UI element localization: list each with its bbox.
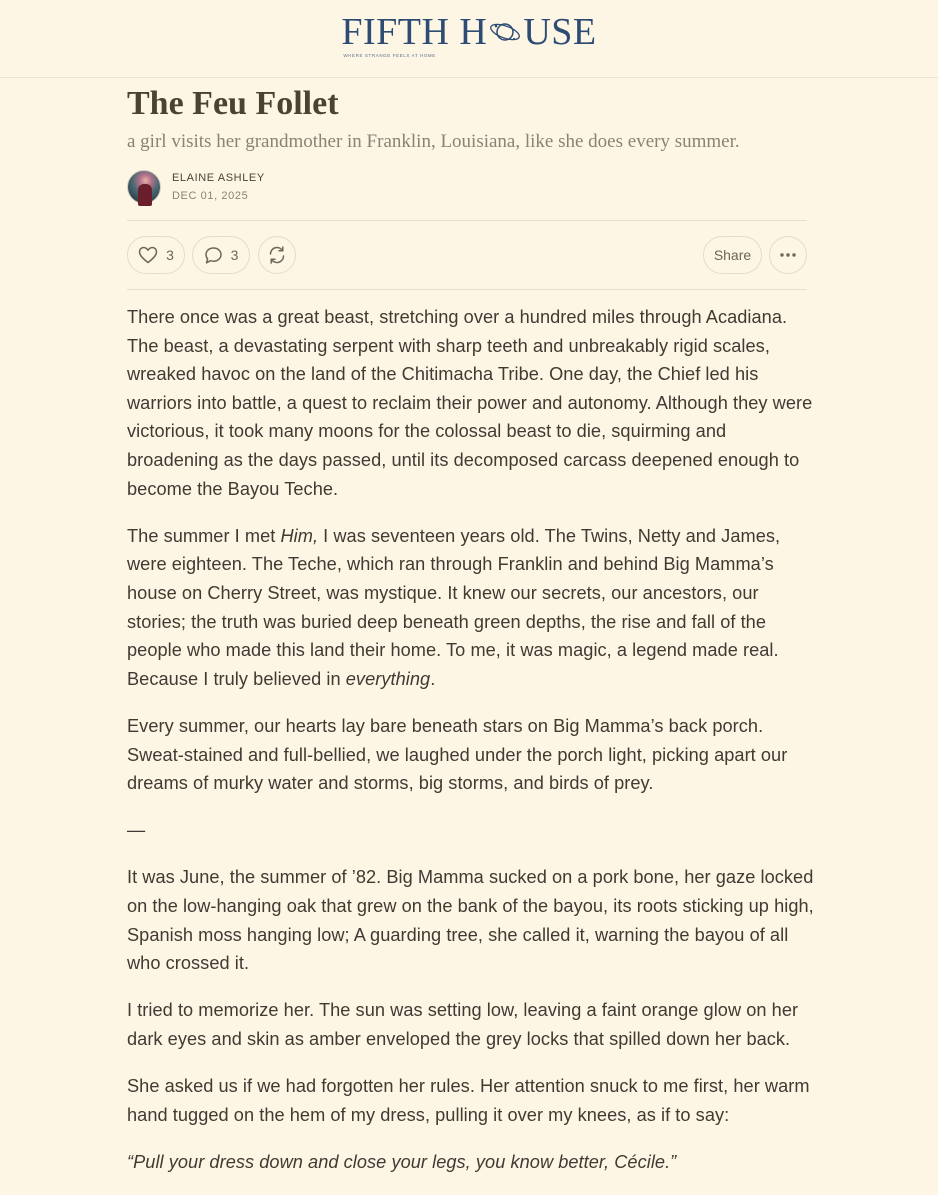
text-run: I was seventeen years old. The Twins, Netty and James, were eighteen. The Teche, which ran through Franklin and behind Big Mamma’s house on Cherry Street, was mystique. It knew our secrets, our ancestors, our stories; the truth was buried deep beneath green depths, the rise and fall of the people who made this land their home. To me, it was magic, a legend made real. Because I truly believed in [127, 525, 781, 689]
post-body [127, 303, 817, 1195]
text-run: The summer I met [127, 525, 281, 546]
quote-paragraph [127, 1148, 817, 1177]
post-actions-bar [127, 236, 807, 274]
post-date: DEC 01, 2025 [172, 190, 249, 202]
logo-wordmark [341, 13, 596, 51]
paragraph [127, 522, 817, 694]
section-divider: — [127, 820, 146, 841]
share-button[interactable] [703, 236, 762, 274]
logo-planet-icon [488, 17, 522, 47]
logo-text-end: USE [523, 11, 597, 53]
emphasis-text: “Pull your dress down and close your legs, you know better, Cécile.” [127, 1152, 677, 1172]
ellipsis-icon [779, 252, 797, 258]
heart-icon [138, 246, 158, 264]
author-name[interactable]: ELAINE ASHLEY [172, 172, 265, 184]
emphasis-text: everything [345, 668, 431, 689]
site-logo[interactable] [341, 13, 596, 58]
site-header [0, 0, 938, 78]
paragraph: Every summer, our hearts lay bare beneath stars on Big Mamma’s back porch. Sweat-stained and full-bellied, we laughed under the porch light, picking apart our dreams of murky water and storms, big storms, and birds of prey. [127, 715, 788, 794]
like-count: 3 [166, 247, 174, 263]
emphasis-text: Him, [280, 525, 319, 546]
comment-count: 3 [230, 247, 239, 263]
divider-bottom [127, 289, 807, 290]
paragraph: It was June, the summer of ’82. Big Mamma sucked on a pork bone, her gaze locked on the low-hanging oak that grew on the bank of the bayou, its roots sticking up high, Spanish moss hanging low; A guarding tree, she called it, warning the bayou of all who crossed it. [127, 867, 814, 974]
text-run: . [430, 668, 436, 689]
paragraph: I tried to memorize her. The sun was setting low, leaving a faint orange glow on her dark eyes and skin as amber enveloped the grey locks that spilled down her back. [127, 1000, 799, 1050]
restack-button[interactable] [258, 236, 296, 274]
post-byline [127, 170, 265, 204]
paragraph: There once was a great beast, stretching over a hundred miles through Acadiana. The beast, a devastating serpent with sharp teeth and unbreakably rigid scales, wreaked havoc on the land of the Chitimacha Tribe. One day, the Chief led his warriors into battle, a quest to reclaim their power and autonomy. Although they were victorious, it took many moons for the colossal beast to die, squirming and broadening as the days passed, until its decomposed carcass deepened enough to become the Bayou Teche. [127, 307, 813, 499]
byline-text [172, 171, 265, 203]
restack-icon [267, 245, 287, 265]
post-title: The Feu Follet [127, 85, 339, 122]
comment-bubble-icon [204, 246, 223, 265]
like-button[interactable] [127, 236, 185, 274]
logo-tagline: WHERE STRANGE FEELS AT HOME [343, 53, 436, 58]
share-label: Share [713, 247, 752, 263]
post-subtitle: a girl visits her grandmother in Franklin, Louisiana, like she does every summer. [127, 131, 740, 152]
logo-text-start: FIFTH H [341, 11, 488, 53]
author-avatar[interactable] [127, 170, 161, 204]
comment-button[interactable] [192, 236, 250, 274]
divider-top [127, 220, 807, 221]
paragraph: She asked us if we had forgotten her rules. Her attention snuck to me first, her warm hand tugged on the hem of my dress, pulling it over my knees, as if to say: [127, 1076, 810, 1125]
more-options-button[interactable] [769, 236, 807, 274]
